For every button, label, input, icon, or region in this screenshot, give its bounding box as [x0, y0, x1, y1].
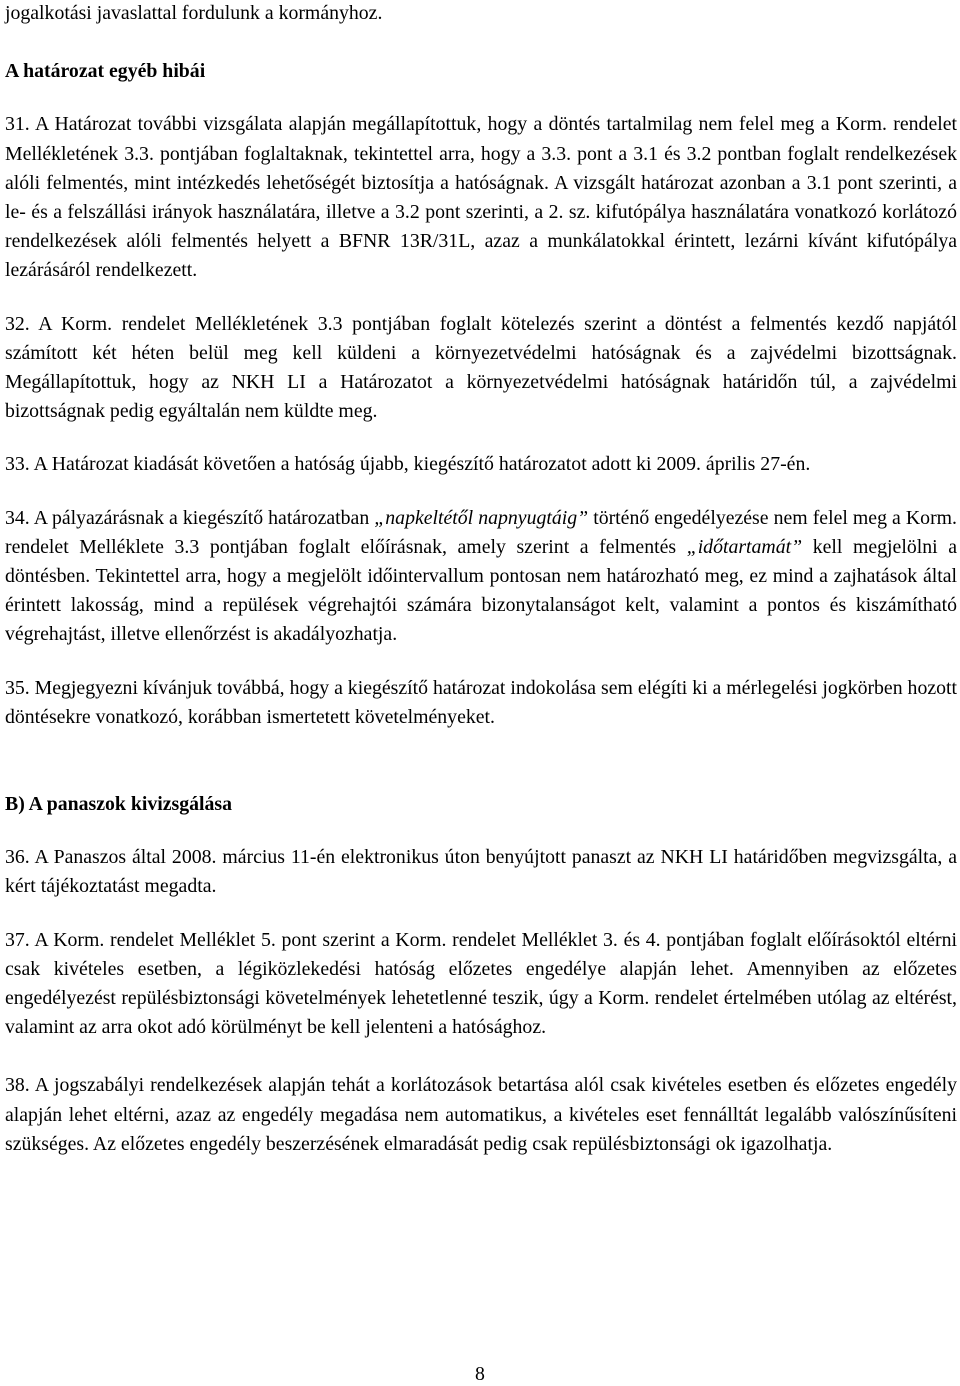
spacer: [5, 480, 957, 504]
spacer: [5, 902, 957, 926]
paragraph-35: 35. Megjegyezni kívánjuk továbbá, hogy a kiegészítő határozat indokolása sem elégíti ki a mérlegelési jogkörben hozott döntésekre vonatkozó, korábban ismertetett követelményeket.: [5, 676, 957, 728]
paragraph-33: 33. A Határozat kiadását követően a hatóság újabb, kiegészítő határozatot adott ki 2009. április 27-én.: [5, 453, 811, 476]
spacer: [5, 426, 957, 450]
paragraph-38: 38. A jogszabályi rendelkezések alapján tehát a korlátozások betartása alól csak kivételes esetben és előzetes engedély alapján lehet eltérni, azaz az engedély megadása nem automatikus, a kivételes eset fennálltát legalább valószínűsíteni szükséges. Az előzetes engedély beszerzésének elmaradását pedig csak repülésbiztonsági ok igazolhatja.: [5, 1074, 957, 1155]
spacer: [5, 86, 957, 110]
quote-duration: „időtartamát”: [686, 535, 803, 558]
paragraph-34-part-2: történő engedélyezése nem felel meg a Korm. rendelet Melléklete 3.3 pontjában foglalt előírásnak, amely szerint a felmentés: [5, 506, 957, 558]
paragraph-31: 31. A Határozat további vizsgálata alapján megállapítottuk, hogy a döntés tartalmilag nem felel meg a Korm. rendelet Mellékletének 3.3. pontjában foglaltaknak, tekintettel arra, hogy a 3.3. pont a 3.1 és 3.2 pontban foglalt rendelkezések alóli felmentés, mint intézkedés lehetőségét biztosítja a hatóságnak. A vizsgált határozat azonban a 3.1 pont szerinti, a le- és a felszállási irányok használatára, illetve a 3.2 pont szerinti, a 2. sz. kifutópálya használatára vonatkozó korlátozó rendelkezések alóli felmentés helyett a BFNR 13R/31L, azaz a munkálatokkal érintett, lezárni kívánt kifutópálya lezárásáról rendelkezett.: [5, 113, 957, 282]
spacer: [5, 286, 957, 310]
spacer: [5, 1042, 957, 1071]
spacer: [5, 732, 957, 790]
continuation-line: jogalkotási javaslattal fordulunk a kormányhoz.: [5, 2, 383, 24]
paragraph-34-part-3: kell megjelölni a döntésben. Tekintettel arra, hogy a megjelölt időintervallum pontosan nem határozható meg, ez mind a zajhatások által érintett lakosság, mind a repülések végrehajtói számára bizonytalanságot kelt, valamint a pontos és kiszámítható végrehajtást, illetve ellenőrzést is akadályozhatja.: [5, 535, 957, 646]
document-page: [5, 0, 957, 1159]
section-b-heading: B) A panaszok kivizsgálása: [5, 793, 232, 816]
paragraph-36: 36. A Panaszos által 2008. március 11-én elektronikus úton benyújtott panaszt az NKH LI határidőben megvizsgálta, a kért tájékoztatást megadta.: [5, 846, 957, 898]
page-number: 8: [475, 1363, 485, 1385]
paragraph-34: [5, 504, 957, 650]
section-a-heading: A határozat egyéb hibái: [5, 60, 206, 83]
paragraph-34-part-1: 34. A pályazárásnak a kiegészítő határozatban: [5, 506, 375, 529]
spacer: [5, 28, 957, 57]
quote-daylight-period: „napkeltétől napnyugtáig”: [374, 506, 589, 529]
paragraph-37: 37. A Korm. rendelet Melléklet 5. pont szerint a Korm. rendelet Melléklet 3. és 4. pontjában foglalt előírásoktól eltérni csak kivételes esetben, a légiközlekedési hatóság előzetes engedélye alapján lehet. Amennyiben az előzetes engedélyezést repülésbiztonsági követelmények lehetetlenné teszik, úgy a Korm. rendelet értelmében utólag az eltérést, valamint az arra okot adó körülményt be kell jelenteni a hatósághoz.: [5, 928, 957, 1039]
paragraph-32: 32. A Korm. rendelet Mellékletének 3.3 pontjában foglalt kötelezés szerint a döntést a felmentés kezdő napjától számított két héten belül meg kell küldeni a környezetvédelmi hatóságnak és a zajvédelmi bizottságnak. Megállapítottuk, hogy az NKH LI a Határozatot a környezetvédelmi hatóságnak határidőn túl, a zajvédelmi bizottságnak pedig egyáltalán nem küldte meg.: [5, 312, 957, 423]
spacer: [5, 819, 957, 843]
spacer: [5, 650, 957, 674]
